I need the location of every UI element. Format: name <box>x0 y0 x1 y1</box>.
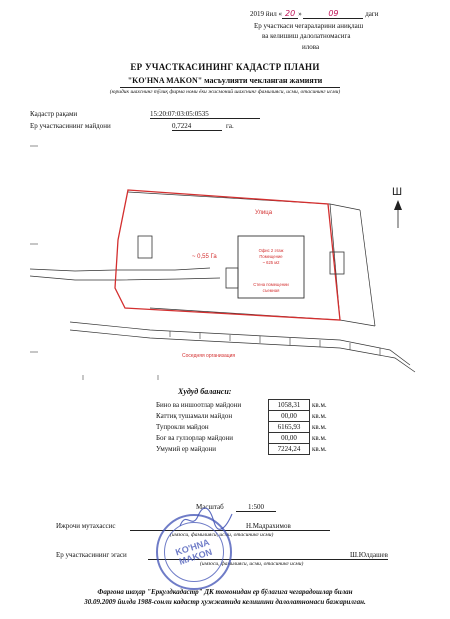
owner-note: (имзоси, фамилияси, исми, отасининг исми) <box>200 561 304 567</box>
small-building-middle <box>226 268 238 288</box>
company-title: "KO'HNA MAKON" масъулияти чекланган жамияти <box>127 76 323 85</box>
cadastre-number-value: 15:20:07:03:05:0535 <box>150 110 260 119</box>
company-stamp <box>156 514 232 590</box>
scale-label: Масштаб <box>196 503 224 511</box>
stamp-text: KO'HNA MAKON <box>174 537 214 567</box>
shell-label-1: Стена помещении <box>253 282 289 287</box>
page-title: ЕР УЧАСТКАСИНИНГ КАДАСТР ПЛАНИ <box>130 62 320 72</box>
balance-table <box>154 399 329 455</box>
office-label-1: Офис 2 этаж <box>258 248 284 253</box>
area-value: 0,7224 <box>172 122 222 131</box>
table-row <box>154 422 329 433</box>
road-top <box>30 268 220 280</box>
balance-unit: кв.м. <box>312 434 327 442</box>
executor-label: Ижрочи мутахассис <box>56 522 116 530</box>
table-row <box>154 444 329 455</box>
site-area-label: ~ 0,55 Га <box>192 254 217 260</box>
grid-ticks <box>30 146 158 380</box>
balance-label: Каттиқ тушамали майдон <box>156 412 233 420</box>
north-label: Ш <box>392 186 403 198</box>
balance-unit: кв.м. <box>312 412 327 420</box>
table-row <box>154 400 329 411</box>
executor-note: (имзоси, фамилияси, исми, отасининг исми) <box>170 532 274 538</box>
area-unit: га. <box>226 122 234 130</box>
title-underline <box>120 87 340 88</box>
balance-unit: кв.м. <box>312 445 327 453</box>
date-suffix: даги <box>365 10 379 18</box>
balance-unit: кв.м. <box>312 401 327 409</box>
balance-label: Умумий ер майдони <box>156 445 216 453</box>
header-line-3: ва келишиш далолатномасига <box>262 32 351 40</box>
office-label-2: Помещение <box>259 254 283 259</box>
header-date-line <box>250 10 378 19</box>
office-label-3: ~ 625 м2 <box>262 260 280 265</box>
balance-value: 1058,31 <box>269 400 310 411</box>
neighbor-label: Соседняя организация <box>182 353 236 359</box>
balance-value: 00,00 <box>269 433 310 444</box>
year-text: 2019 йил « <box>250 10 282 18</box>
header-line-2: Ер участкаси чегараларини аниқлаш <box>254 22 364 30</box>
scale-value: 1:500 <box>236 503 276 512</box>
balance-unit: кв.м. <box>312 423 327 431</box>
cadastre-number-label: Кадастр рақами <box>30 110 78 118</box>
small-building-right <box>330 252 344 274</box>
shell-label-2: съемная <box>262 288 280 293</box>
owner-name: Ш.Юлдашев <box>350 551 388 559</box>
footer-line-1: Фарғона шаҳар "Ерқулдкадастр" ДК томонидан ер бўлагига чегарадошлар билан <box>97 588 353 596</box>
cadastral-plan <box>30 140 425 380</box>
day-handwritten: 20 <box>282 9 298 19</box>
title-note: (юридик шахснинг тўлиқ фирма номи ёки жисмоний шахснинг фамилияси, исми, отасининг исми) <box>109 89 341 95</box>
road-hatch <box>170 331 380 355</box>
day-close: » <box>298 10 302 18</box>
table-row <box>154 411 329 422</box>
owner-label: Ер участкасининг эгаси <box>56 551 127 559</box>
balance-value: 7224,24 <box>269 444 310 455</box>
balance-label: Боғ ва гулзорлар майдони <box>156 434 234 442</box>
small-building-left <box>138 236 152 258</box>
north-arrow-head <box>394 200 402 210</box>
month-handwritten: 09 <box>303 10 363 19</box>
site-boundary <box>115 190 340 320</box>
executor-name: Н.Мадрахимов <box>246 522 291 530</box>
footer-line-2: 30.09.2009 йилда 1988-сонли кадастр ҳужжатида келишини далолатномаси бажарилган. <box>84 598 366 606</box>
header-line-4: илова <box>302 43 320 51</box>
street-label: Улица <box>255 210 273 216</box>
table-row <box>154 433 329 444</box>
balance-value: 6165,93 <box>269 422 310 433</box>
balance-label: Тупрокли майдон <box>156 423 209 431</box>
balance-label: Бино ва иншоотлар майдони <box>156 401 242 409</box>
balance-title: Худуд баланси: <box>178 387 232 396</box>
area-label: Ер участкасининг майдони <box>30 122 111 130</box>
balance-value: 00,00 <box>269 411 310 422</box>
